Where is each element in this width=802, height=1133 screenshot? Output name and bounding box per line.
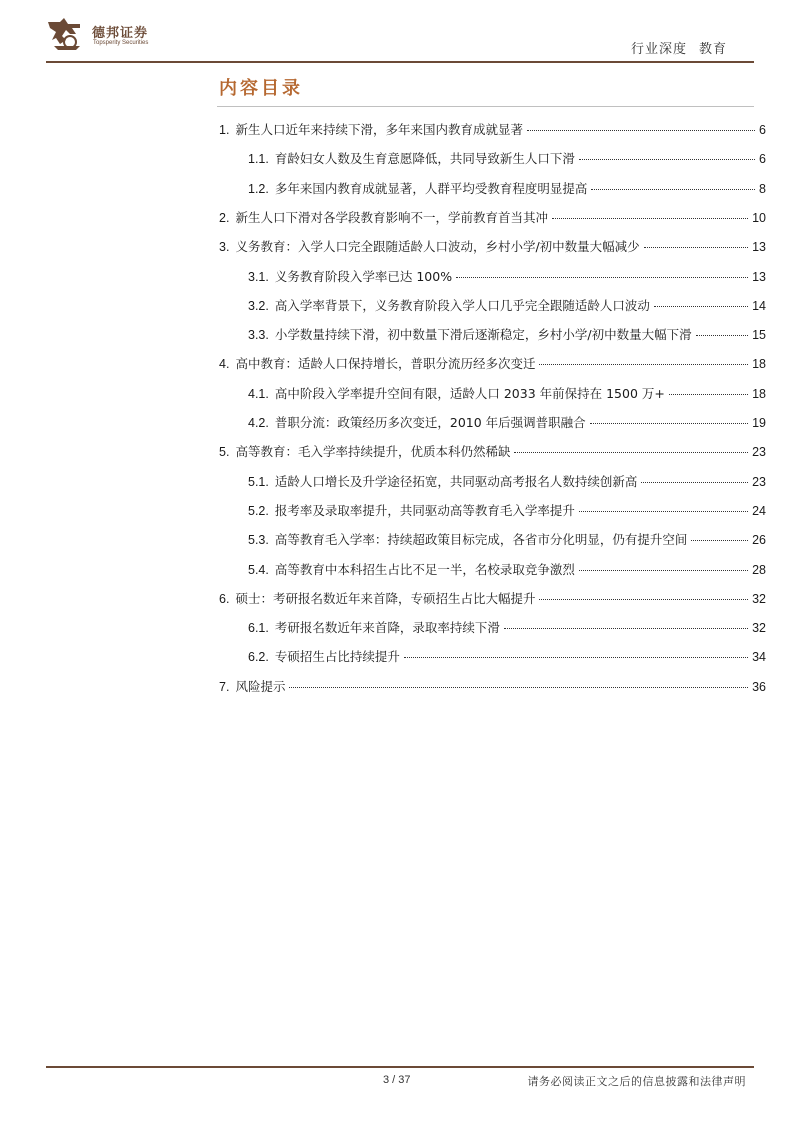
brand-subtitle: Topsperity Securities xyxy=(93,40,149,46)
toc-entry[interactable] xyxy=(248,413,766,433)
toc-entry[interactable] xyxy=(248,501,766,521)
toc-entry-label: 适龄人口增长及升学途径拓宽，共同驱动高考报名人数持续创新高 xyxy=(274,473,638,489)
toc-entry[interactable] xyxy=(219,354,766,374)
toc-dot-leader xyxy=(641,482,748,483)
toc-entry-number: 5.2. xyxy=(248,503,269,518)
toc-entry-number: 1.1. xyxy=(248,152,269,167)
report-category xyxy=(631,38,727,57)
toc-entry-page: 19 xyxy=(752,416,766,430)
toc-entry-page: 18 xyxy=(752,386,766,401)
report-industry: 教育 xyxy=(698,42,727,57)
toc-entry-page: 32 xyxy=(752,621,766,636)
toc-entry-page: 23 xyxy=(752,445,766,460)
toc-dot-leader xyxy=(590,423,748,424)
toc-dot-leader xyxy=(539,599,748,600)
toc-dot-leader xyxy=(456,277,748,278)
toc-entry-number: 5.4. xyxy=(248,562,269,577)
toc-entry[interactable] xyxy=(248,472,766,492)
toc-entry-label: 新生人口近年来持续下滑，多年来国内教育成就显著 xyxy=(235,122,523,137)
toc-entry-number: 5.1. xyxy=(248,474,269,489)
toc-entry[interactable] xyxy=(248,647,766,667)
toc-entry-number: 3.1. xyxy=(248,269,269,284)
toc-entry-number: 4.2. xyxy=(248,416,269,430)
toc-entry[interactable] xyxy=(219,120,766,140)
toc-entry-page: 6 xyxy=(759,152,766,167)
toc-dot-leader xyxy=(644,247,748,248)
report-type: 行业深度 xyxy=(630,42,687,57)
toc-dot-leader xyxy=(552,218,748,219)
toc-entry[interactable] xyxy=(248,325,766,345)
toc-entry[interactable] xyxy=(248,384,766,404)
toc-entry-page: 24 xyxy=(752,503,766,518)
toc-entry-label: 高中教育：适龄人口保持增长，普职分流历经多次变迁 xyxy=(235,356,536,372)
toc-entry-number: 1.2. xyxy=(248,181,269,196)
brand-name: 德邦证券 xyxy=(92,26,149,41)
toc-entry-page: 13 xyxy=(752,269,766,284)
toc-divider xyxy=(217,106,754,107)
footer-divider xyxy=(46,1066,754,1068)
toc-entry-label: 新生人口下滑对各学段教育影响不一，学前教育首当其冲 xyxy=(235,209,548,225)
toc-entry[interactable] xyxy=(219,208,766,228)
page-header xyxy=(0,0,802,64)
toc-entry-label: 考研报名数近年来首降，录取率持续下滑 xyxy=(274,620,500,636)
toc-entry-label: 普职分流：政策经历多次变迁，2010 年后强调普职融合 xyxy=(274,415,586,430)
toc-dot-leader xyxy=(579,570,748,571)
toc-entry[interactable] xyxy=(219,589,766,609)
toc-dot-leader xyxy=(579,159,755,160)
toc-entry-label: 专硕招生占比持续提升 xyxy=(274,649,400,665)
toc-entry[interactable] xyxy=(248,296,766,316)
toc-dot-leader xyxy=(514,452,748,453)
toc-entry-number: 3. xyxy=(219,240,230,255)
toc-entry-label: 高等教育：毛入学率持续提升，优质本科仍然稀缺 xyxy=(235,444,511,460)
toc-entry[interactable] xyxy=(248,618,766,638)
toc-entry-label: 硕士：考研报名数近年来首降，专硕招生占比大幅提升 xyxy=(235,590,536,606)
company-logo-icon xyxy=(46,18,86,52)
toc-dot-leader xyxy=(539,364,748,365)
toc-entry[interactable] xyxy=(248,179,766,199)
legal-disclaimer: 请务必阅读正文之后的信息披露和法律声明 xyxy=(527,1075,746,1088)
toc-dot-leader xyxy=(527,130,755,131)
toc-dot-leader xyxy=(579,511,748,512)
toc-entry-label: 风险提示 xyxy=(235,678,286,694)
toc-entry-page: 14 xyxy=(752,298,766,313)
toc-entry[interactable] xyxy=(219,237,766,257)
toc-dot-leader xyxy=(504,628,748,629)
toc-entry-page: 10 xyxy=(752,210,766,225)
header-divider xyxy=(46,61,754,63)
toc-entry-page: 15 xyxy=(752,328,766,343)
toc-entry-label: 多年来国内教育成就显著，人群平均受教育程度明显提高 xyxy=(274,180,588,196)
toc-entry-label: 报考率及录取率提升，共同驱动高等教育毛入学率提升 xyxy=(274,502,575,518)
toc-dot-leader xyxy=(696,335,749,336)
toc-entry-label: 小学数量持续下滑，初中数量下滑后逐渐稳定，乡村小学/初中数量大幅下滑 xyxy=(274,327,692,343)
toc-entry-number: 2. xyxy=(219,210,230,225)
toc-entry-page: 8 xyxy=(759,181,766,196)
toc-entry[interactable] xyxy=(248,267,766,287)
toc-title: 内容目录 xyxy=(219,78,303,99)
toc-dot-leader xyxy=(591,189,755,190)
toc-entry-page: 32 xyxy=(752,591,766,606)
toc-entry-number: 1. xyxy=(219,123,230,137)
page-number: 3 / 37 xyxy=(383,1074,411,1086)
toc-entry[interactable] xyxy=(248,560,766,580)
toc-entry-number: 6.2. xyxy=(248,650,269,665)
toc-entry-number: 3.2. xyxy=(248,298,269,313)
toc-entry[interactable] xyxy=(248,149,766,169)
toc-entry-page: 36 xyxy=(752,679,766,694)
toc-dot-leader xyxy=(691,540,748,541)
toc-entry-label: 义务教育：入学人口完全跟随适龄人口波动，乡村小学/初中数量大幅减少 xyxy=(235,239,640,255)
toc-entry-label: 义务教育阶段入学率已达 100% xyxy=(274,268,453,284)
toc-entry-label: 高等教育中本科招生占比不足一半，名校录取竞争激烈 xyxy=(274,561,575,577)
toc-entry-page: 23 xyxy=(752,474,766,489)
toc-entry-number: 5. xyxy=(219,445,230,460)
toc-entry-number: 4.1. xyxy=(248,386,269,401)
toc-entry-label: 高等教育毛入学率：持续超政策目标完成，各省市分化明显，仍有提升空间 xyxy=(274,532,688,548)
toc-dot-leader xyxy=(289,687,748,688)
toc-dot-leader xyxy=(654,306,748,307)
toc-dot-leader xyxy=(404,657,748,658)
toc-entry[interactable] xyxy=(219,442,766,462)
toc-entry-label: 高中阶段入学率提升空间有限，适龄人口 2033 年前保持在 1500 万+ xyxy=(274,385,665,401)
toc-entry[interactable] xyxy=(248,530,766,550)
toc-entry-page: 13 xyxy=(752,240,766,255)
toc-entry-number: 7. xyxy=(219,679,230,694)
toc-entry-number: 6.1. xyxy=(248,621,269,636)
toc-entry-page: 6 xyxy=(759,123,766,137)
toc-entry-number: 4. xyxy=(219,357,230,372)
toc-entry-number: 5.3. xyxy=(248,533,269,548)
toc-entry[interactable] xyxy=(219,677,766,697)
toc-entry-page: 28 xyxy=(752,562,766,577)
toc-dot-leader xyxy=(669,394,748,395)
toc-entry-page: 34 xyxy=(752,650,766,665)
toc-entry-page: 26 xyxy=(752,533,766,548)
toc-entry-label: 高入学率背景下，义务教育阶段入学人口几乎完全跟随适龄人口波动 xyxy=(274,297,650,313)
toc-entry-label: 育龄妇女人数及生育意愿降低，共同导致新生人口下滑 xyxy=(274,151,575,167)
toc-entry-number: 6. xyxy=(219,591,230,606)
toc-entry-page: 18 xyxy=(752,357,766,372)
toc-entry-number: 3.3. xyxy=(248,328,269,343)
